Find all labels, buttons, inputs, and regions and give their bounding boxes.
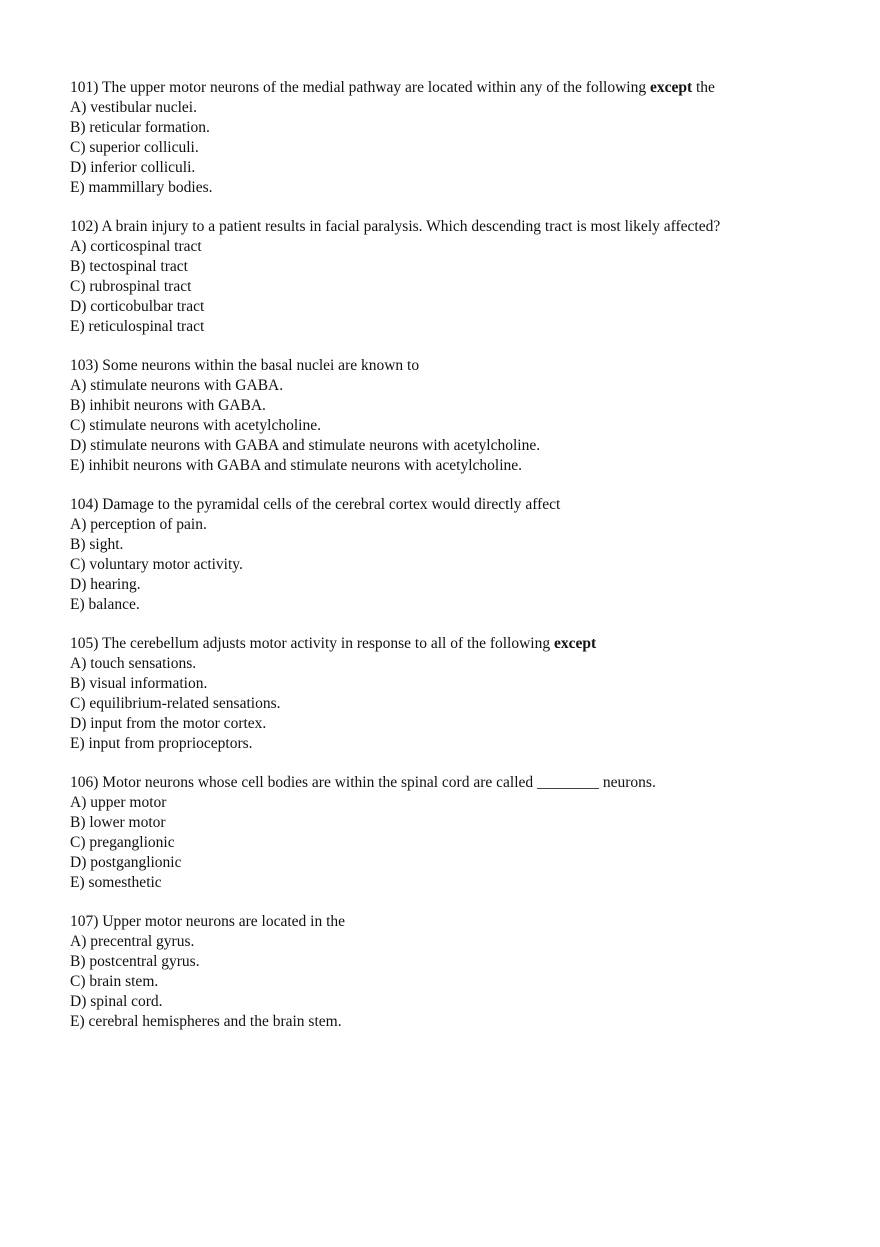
- answer-option-a: A) touch sensations.: [70, 655, 197, 673]
- answer-option-e: E) mammillary bodies.: [70, 178, 213, 196]
- answer-option-d: D) spinal cord.: [70, 992, 163, 1010]
- answer-option-e: E) somesthetic: [70, 873, 162, 891]
- answer-option-e: E) input from proprioceptors.: [70, 734, 253, 752]
- question-107: [70, 912, 850, 1031]
- document-page: [70, 78, 850, 1051]
- question-101: [70, 78, 850, 197]
- question-102: [70, 217, 850, 336]
- answer-option-c: C) preganglionic: [70, 833, 175, 851]
- answer-option-e: E) inhibit neurons with GABA and stimulate neurons with acetylcholine.: [70, 456, 523, 474]
- question-103: [70, 356, 850, 475]
- answer-option-d: D) inferior colliculi.: [70, 158, 196, 176]
- answer-option-d: D) corticobulbar tract: [70, 297, 205, 315]
- answer-option-a: A) precentral gyrus.: [70, 933, 195, 951]
- question-stem: 102) A brain injury to a patient results in facial paralysis. Which descending tract is most likely affected?: [70, 218, 721, 236]
- answer-option-c: C) equilibrium-related sensations.: [70, 694, 281, 712]
- emphasis-except: except: [649, 79, 693, 96]
- answer-option-a: A) perception of pain.: [70, 516, 207, 533]
- answer-option-a: A) upper motor: [70, 794, 167, 812]
- question-stem: 106) Motor neurons whose cell bodies are within the spinal cord are called ________ neurons.: [70, 774, 656, 792]
- answer-option-a: A) stimulate neurons with GABA.: [70, 376, 284, 394]
- answer-option-c: C) stimulate neurons with acetylcholine.: [70, 416, 321, 434]
- answer-option-b: B) visual information.: [70, 674, 208, 692]
- answer-option-e: E) cerebral hemispheres and the brain stem.: [70, 1012, 342, 1030]
- answer-option-b: B) lower motor: [70, 813, 166, 831]
- question-stem: 105) The cerebellum adjusts motor activity in response to all of the following except: [70, 635, 597, 653]
- answer-option-b: B) inhibit neurons with GABA.: [70, 396, 266, 414]
- answer-option-b: B) postcentral gyrus.: [70, 953, 200, 970]
- question-104: [70, 495, 850, 614]
- answer-option-b: B) sight.: [70, 535, 124, 553]
- answer-option-e: E) reticulospinal tract: [70, 317, 205, 335]
- answer-option-e: E) balance.: [70, 595, 140, 613]
- answer-option-d: D) input from the motor cortex.: [70, 714, 267, 732]
- answer-option-a: A) corticospinal tract: [70, 237, 202, 255]
- answer-option-d: D) hearing.: [70, 575, 141, 593]
- question-106: [70, 773, 850, 892]
- question-stem: 104) Damage to the pyramidal cells of the cerebral cortex would directly affect: [70, 496, 561, 514]
- answer-option-d: D) postganglionic: [70, 853, 182, 871]
- question-105: [70, 634, 850, 753]
- answer-option-c: C) rubrospinal tract: [70, 277, 192, 295]
- emphasis-except: except: [553, 635, 597, 653]
- answer-option-c: C) superior colliculi.: [70, 138, 199, 156]
- answer-option-b: B) reticular formation.: [70, 118, 210, 136]
- answer-option-a: A) vestibular nuclei.: [70, 98, 197, 116]
- question-stem: 101) The upper motor neurons of the medial pathway are located within any of the following except the: [70, 79, 715, 96]
- answer-option-c: C) voluntary motor activity.: [70, 555, 243, 573]
- answer-option-b: B) tectospinal tract: [70, 257, 188, 275]
- answer-option-c: C) brain stem.: [70, 972, 159, 990]
- question-stem: 107) Upper motor neurons are located in the: [70, 913, 346, 931]
- question-stem: 103) Some neurons within the basal nuclei are known to: [70, 357, 420, 375]
- answer-option-d: D) stimulate neurons with GABA and stimulate neurons with acetylcholine.: [70, 436, 541, 454]
